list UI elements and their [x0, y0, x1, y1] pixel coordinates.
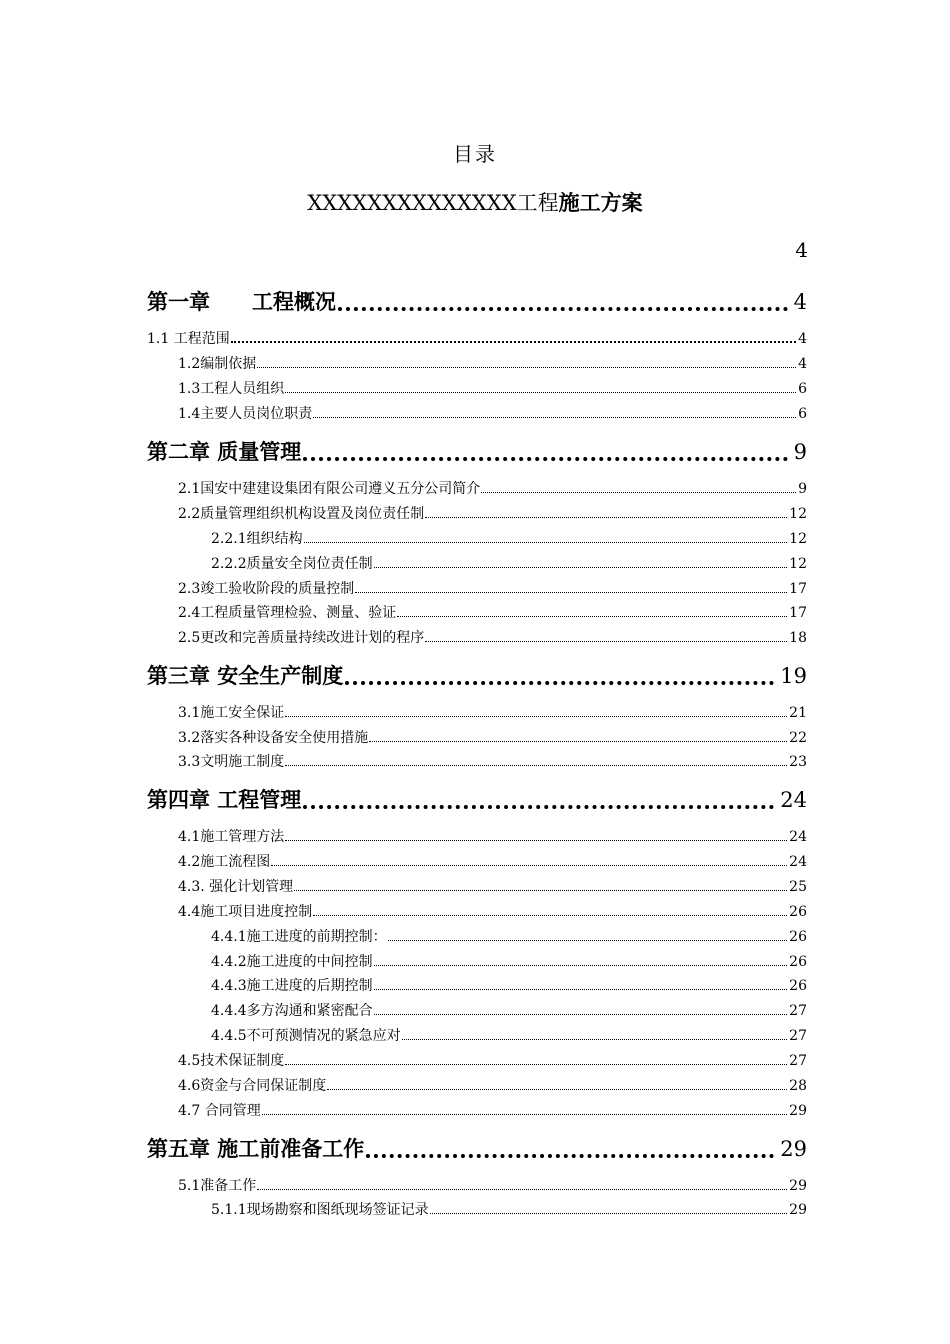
dot-leader	[355, 592, 787, 593]
toc-entry-label: 1.2编制依据	[178, 356, 257, 372]
toc-section-4-3[interactable]	[178, 876, 807, 894]
toc-entry-label: 5.1.1现场勘察和图纸现场签证记录	[211, 1202, 429, 1218]
toc-section-5-1[interactable]	[178, 1175, 807, 1193]
dot-leader	[369, 741, 787, 742]
toc-subsection-2-2-2[interactable]	[211, 553, 807, 571]
toc-entry-page: 9	[793, 440, 807, 464]
toc-entry-label: 4.4.5不可预测情况的紧急应对	[211, 1028, 401, 1044]
toc-section-2-5[interactable]	[178, 627, 807, 645]
toc-chapter-4[interactable]	[147, 784, 807, 814]
toc-section-3-1[interactable]	[178, 702, 807, 720]
toc-chapter-1[interactable]	[147, 286, 807, 316]
toc-entry-label: 第五章 施工前准备工作	[147, 1136, 365, 1161]
dot-leader	[327, 1089, 787, 1090]
toc-section-4-2[interactable]	[178, 851, 807, 869]
toc-entry-page: 12	[789, 531, 807, 547]
toc-entry-page: 26	[789, 904, 807, 920]
dot-leader	[374, 965, 788, 966]
toc-entry-label: 2.2.2质量安全岗位责任制	[211, 556, 373, 572]
dot-leader	[313, 915, 787, 916]
toc-entry-page: 26	[789, 978, 807, 994]
toc-entry-page: 27	[789, 1003, 807, 1019]
toc-section-1-3[interactable]	[178, 378, 807, 396]
toc-entry-page: 18	[789, 630, 807, 646]
toc-entry-page: 23	[789, 754, 807, 770]
toc-section-3-3[interactable]	[178, 751, 807, 769]
dot-leader	[425, 641, 787, 642]
toc-entry-label: 2.3竣工验收阶段的质量控制	[178, 581, 355, 597]
toc-section-4-1[interactable]	[178, 826, 807, 844]
toc-entry-label: 4.4施工项目进度控制	[178, 904, 313, 920]
toc-entry-page: 4	[793, 290, 807, 314]
toc-entry-page: 4	[798, 331, 807, 347]
toc-entry-page: 24	[789, 854, 807, 870]
toc-entry-label: 4.4.3施工进度的后期控制	[211, 978, 373, 994]
dot-leader	[338, 307, 788, 311]
toc-entry-page: 29	[789, 1178, 807, 1194]
dot-leader	[285, 1064, 787, 1065]
toc-section-2-1[interactable]	[178, 478, 807, 496]
toc-entry-page: 27	[789, 1053, 807, 1069]
toc-entry-label: 4.4.2施工进度的中间控制	[211, 954, 373, 970]
toc-section-3-2[interactable]	[178, 727, 807, 745]
toc-entry-label: 3.3文明施工制度	[178, 754, 285, 770]
toc-chapter-2[interactable]	[147, 436, 807, 466]
toc-entry-page: 26	[789, 954, 807, 970]
toc-entry-page: 28	[789, 1078, 807, 1094]
toc-subsection-4-4-5[interactable]	[211, 1025, 807, 1043]
dot-leader	[374, 1014, 788, 1015]
toc-entry-label: 4.1施工管理方法	[178, 829, 285, 845]
dot-leader	[397, 616, 787, 617]
toc-subsection-5-1-1[interactable]	[211, 1199, 807, 1217]
dot-leader	[374, 567, 788, 568]
toc-entry-label: 4.5技术保证制度	[178, 1053, 285, 1069]
toc-entry-page: 4	[798, 356, 807, 372]
dot-leader	[285, 716, 787, 717]
dot-leader	[262, 1114, 787, 1115]
toc-entry-label: 2.5更改和完善质量持续改进计划的程序	[178, 630, 425, 646]
toc-chapter-3[interactable]	[147, 660, 807, 690]
document-title-prefix: XXXXXXXXXXXXXX工程	[307, 191, 559, 215]
dot-leader	[481, 492, 796, 493]
toc-entry-page: 9	[798, 481, 807, 497]
toc-subsection-4-4-4[interactable]	[211, 1000, 807, 1018]
toc-entry-page: 27	[789, 1028, 807, 1044]
toc-subsection-4-4-3[interactable]	[211, 975, 807, 993]
toc-entry-page: 24	[780, 788, 807, 812]
toc-section-4-7[interactable]	[178, 1100, 807, 1118]
toc-entry-page: 6	[798, 381, 807, 397]
toc-entry-page: 17	[789, 605, 807, 621]
toc-entry-label: 1.4主要人员岗位职责	[178, 406, 313, 422]
dot-leader	[374, 989, 788, 990]
dot-leader	[402, 1039, 788, 1040]
dot-leader	[231, 341, 796, 343]
dot-leader	[294, 890, 787, 891]
toc-entry-label: 4.7 合同管理	[178, 1103, 261, 1119]
dot-leader	[285, 392, 796, 393]
toc-section-4-4[interactable]	[178, 901, 807, 919]
dot-leader	[345, 681, 774, 685]
dot-leader	[425, 517, 787, 518]
toc-entry-page: 25	[789, 879, 807, 895]
toc-entry-page: 6	[798, 406, 807, 422]
toc-entry-label: 4.4.1施工进度的前期控制：	[211, 929, 387, 945]
toc-section-4-5[interactable]	[178, 1050, 807, 1068]
toc-subsection-4-4-1[interactable]	[211, 926, 807, 944]
toc-entry-page: 26	[789, 929, 807, 945]
dot-leader	[303, 457, 787, 461]
toc-entry-label: 第一章 工程概况	[147, 289, 336, 314]
toc-entry-page: 21	[789, 705, 807, 721]
toc-entry-label: 3.2落实各种设备安全使用措施	[178, 730, 369, 746]
toc-entry-page: 29	[789, 1202, 807, 1218]
toc-section-2-4[interactable]	[178, 602, 807, 620]
dot-leader	[257, 1189, 787, 1190]
toc-section-4-6[interactable]	[178, 1075, 807, 1093]
toc-subsection-2-2-1[interactable]	[211, 528, 807, 546]
toc-entry-page: 17	[789, 581, 807, 597]
toc-section-2-2[interactable]	[178, 503, 807, 521]
dot-leader	[313, 417, 796, 418]
dot-leader	[285, 765, 787, 766]
toc-entry-page: 29	[780, 1137, 807, 1161]
toc-entry-label: 4.4.4多方沟通和紧密配合	[211, 1003, 373, 1019]
toc-entry-page: 22	[789, 730, 807, 746]
toc-entry-label: 2.4工程质量管理检验、测量、验证	[178, 605, 397, 621]
toc-heading: 目录	[453, 142, 497, 166]
toc-entry-label: 2.2质量管理组织机构设置及岗位责任制	[178, 506, 425, 522]
toc-entry-page: 24	[789, 829, 807, 845]
toc-entry-page: 29	[789, 1103, 807, 1119]
dot-leader	[303, 805, 774, 809]
toc-subsection-4-4-2[interactable]	[211, 951, 807, 969]
toc-entry-label: 4.3. 强化计划管理	[178, 879, 294, 895]
toc-entry-label: 2.1国安中建建设集团有限公司遵义五分公司简介	[178, 481, 481, 497]
toc-entry-label: 第二章 质量管理	[147, 439, 302, 464]
document-title	[0, 187, 950, 217]
toc-section-1-2[interactable]	[178, 353, 807, 371]
toc-chapter-5[interactable]	[147, 1133, 807, 1163]
toc-entry-page: 12	[789, 556, 807, 572]
title-page-number: 4	[795, 238, 808, 262]
toc-entry-label: 4.6资金与合同保证制度	[178, 1078, 327, 1094]
toc-entry-page: 19	[780, 664, 807, 688]
dot-leader	[271, 865, 787, 866]
toc-entry-page: 12	[789, 506, 807, 522]
dot-leader	[366, 1154, 774, 1158]
toc-entry-label: 1.3工程人员组织	[178, 381, 285, 397]
dot-leader	[430, 1213, 788, 1214]
toc-entry-label: 3.1施工安全保证	[178, 705, 285, 721]
toc-entry-label: 5.1准备工作	[178, 1178, 257, 1194]
toc-section-1-4[interactable]	[178, 403, 807, 421]
toc-entry-label: 1.1 工程范围	[147, 331, 230, 347]
dot-leader	[304, 542, 788, 543]
toc-entry-label: 第三章 安全生产制度	[147, 663, 344, 688]
toc-section-1-1[interactable]	[147, 328, 807, 346]
dot-leader	[388, 940, 788, 941]
dot-leader	[285, 840, 787, 841]
toc-entry-label: 2.2.1组织结构	[211, 531, 303, 547]
document-title-suffix: 施工方案	[558, 190, 643, 215]
toc-entry-label: 第四章 工程管理	[147, 787, 302, 812]
dot-leader	[257, 367, 796, 368]
toc-entry-label: 4.2施工流程图	[178, 854, 271, 870]
toc-section-2-3[interactable]	[178, 578, 807, 596]
